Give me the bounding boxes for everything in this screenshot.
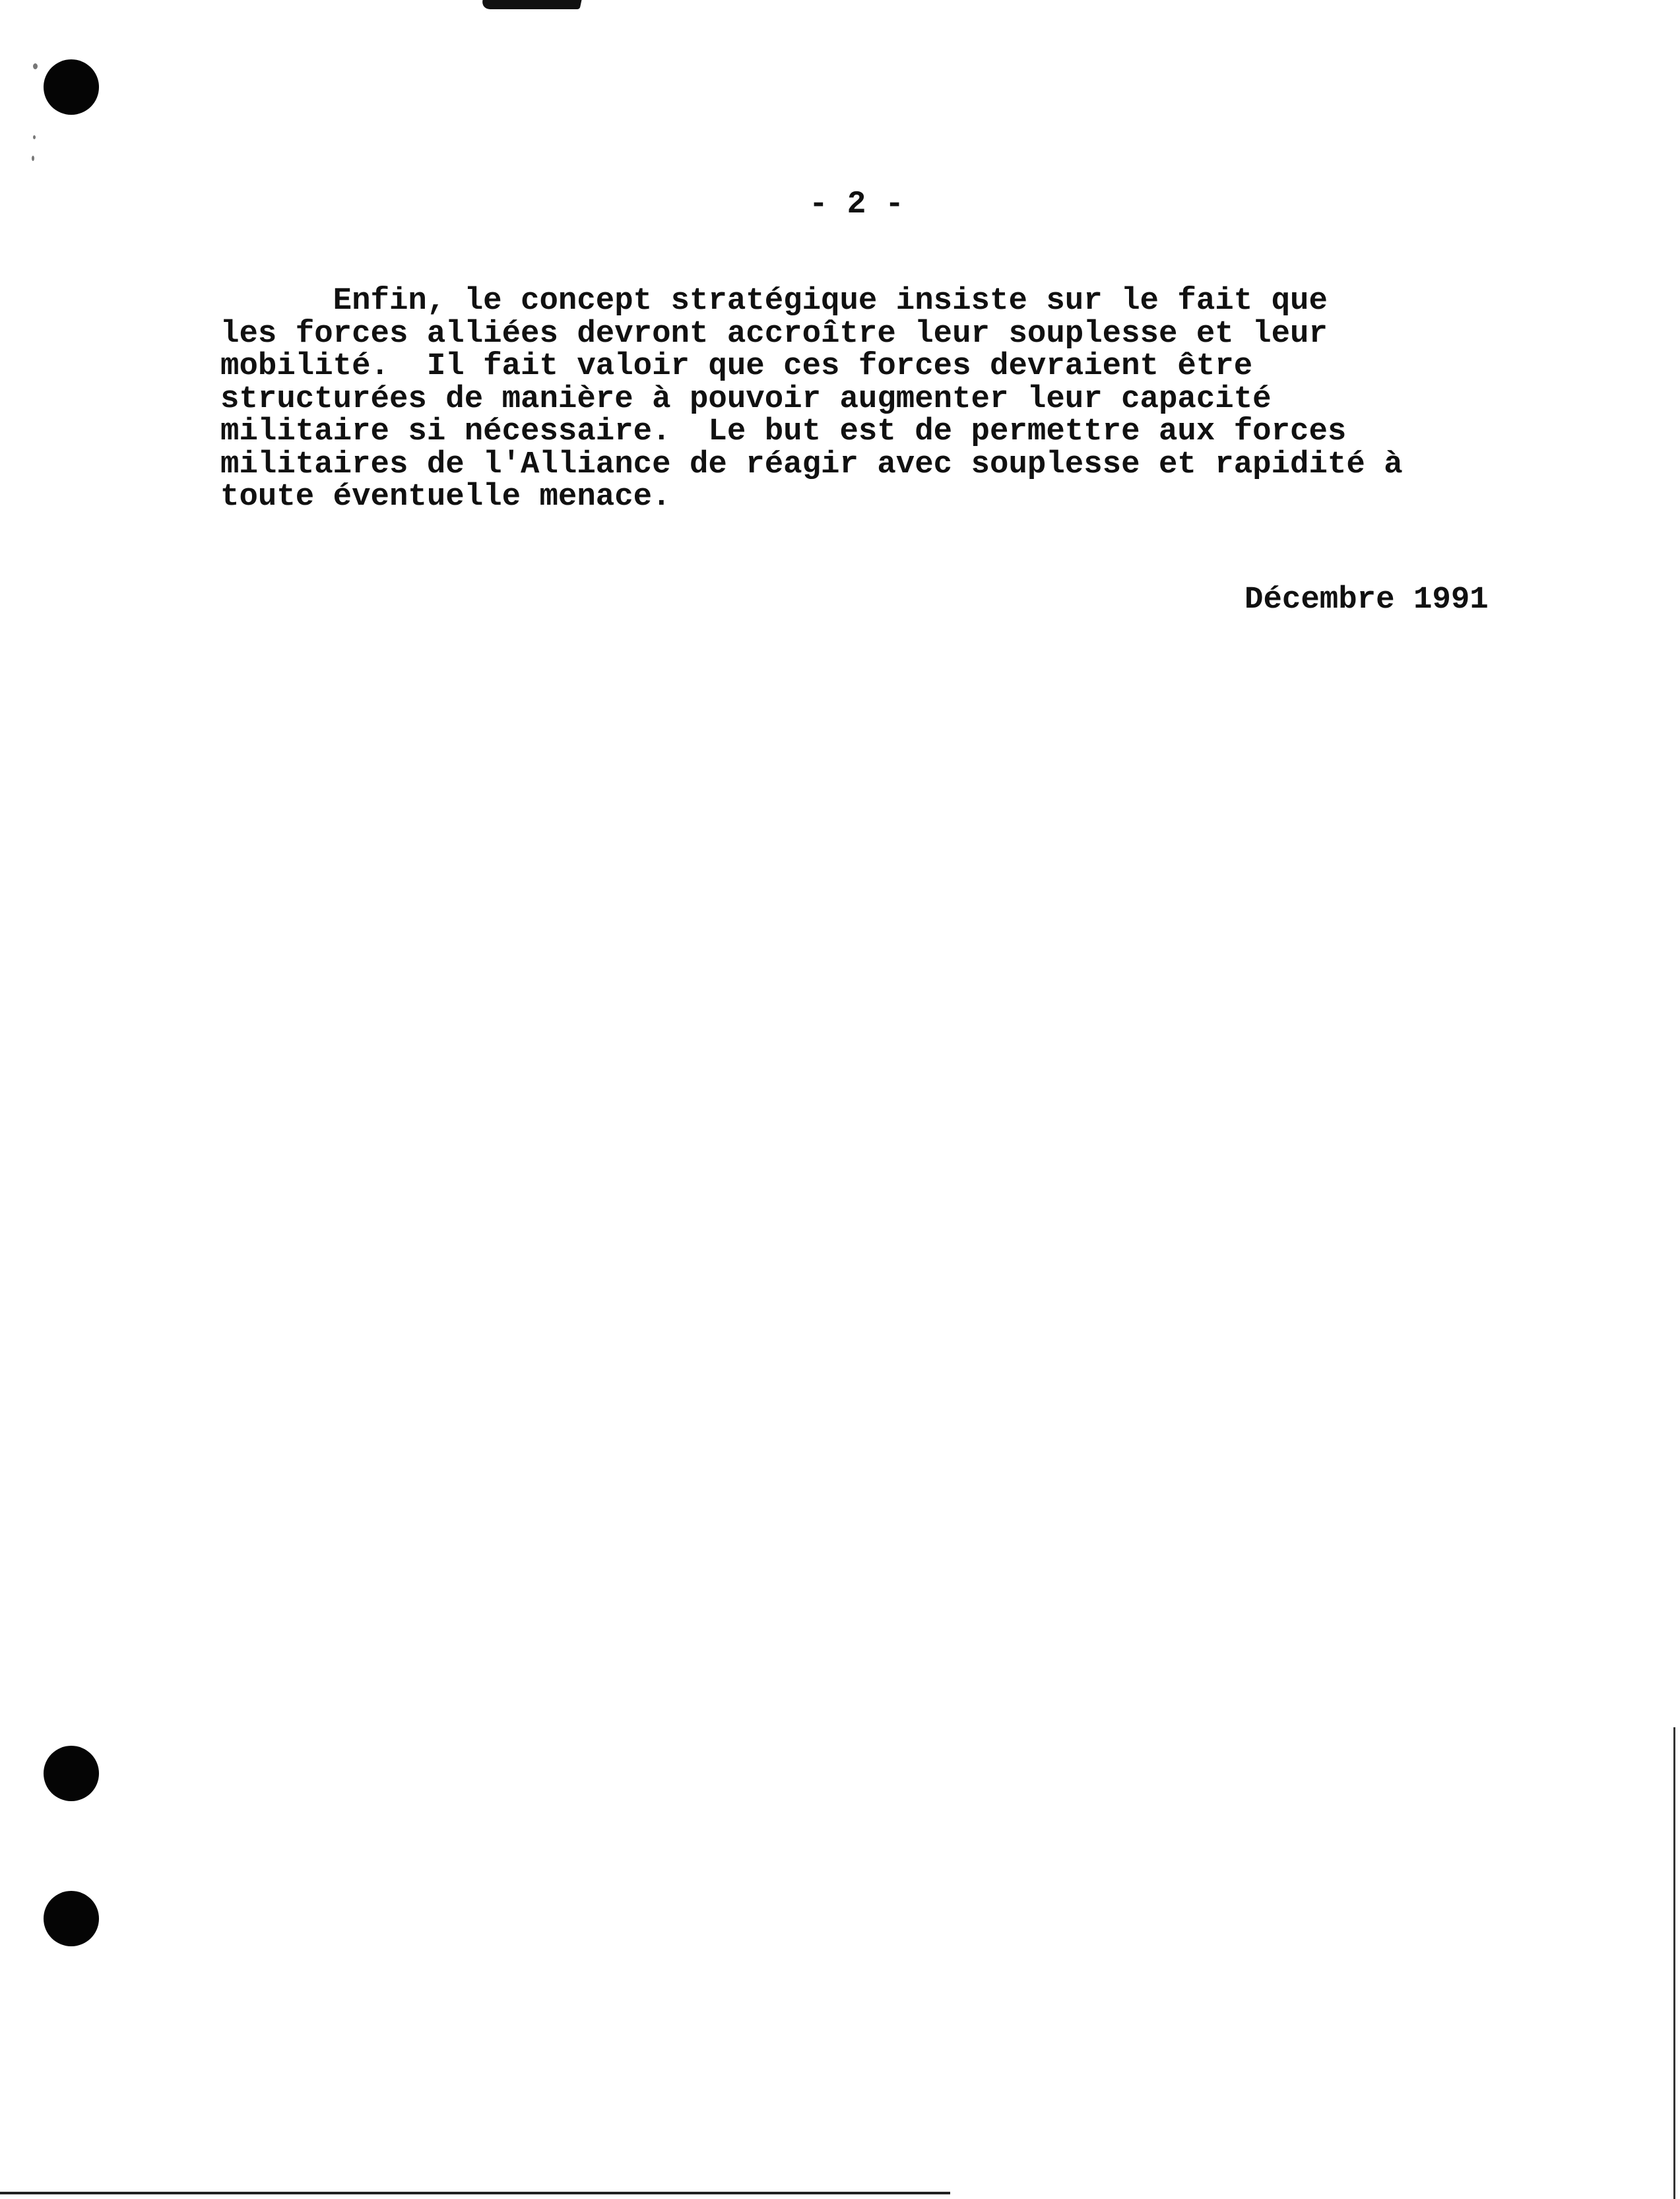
scan-speck <box>32 156 34 161</box>
scan-edge-right <box>1673 1727 1675 2199</box>
paragraph-line: Enfin, le concept stratégique insiste sur le fait que <box>220 284 1328 319</box>
paragraph-line: les forces alliées devront accroître leur souplesse et leur <box>220 316 1328 352</box>
paragraph-line: structurées de manière à pouvoir augmenter leur capacité <box>220 381 1272 417</box>
scan-edge-bottom <box>0 2192 950 2194</box>
paragraph-line: militaire si nécessaire. Le but est de permettre aux forces <box>220 414 1347 449</box>
paragraph-line: toute éventuelle menace. <box>220 480 671 515</box>
scan-speck <box>33 63 38 69</box>
document-date: Décembre 1991 <box>1244 583 1489 618</box>
punch-hole-middle <box>44 1746 99 1801</box>
body-paragraph <box>220 285 1474 514</box>
punch-hole-bottom <box>44 1891 99 1946</box>
punch-hole-top <box>44 59 99 115</box>
paragraph-line: mobilité. Il fait valoir que ces forces devraient être <box>220 349 1253 384</box>
scan-speck <box>33 135 36 139</box>
paragraph-line: militaires de l'Alliance de réagir avec souplesse et rapidité à <box>220 447 1403 482</box>
page-number: - 2 - <box>809 187 905 222</box>
scan-artifact-top <box>481 0 582 9</box>
